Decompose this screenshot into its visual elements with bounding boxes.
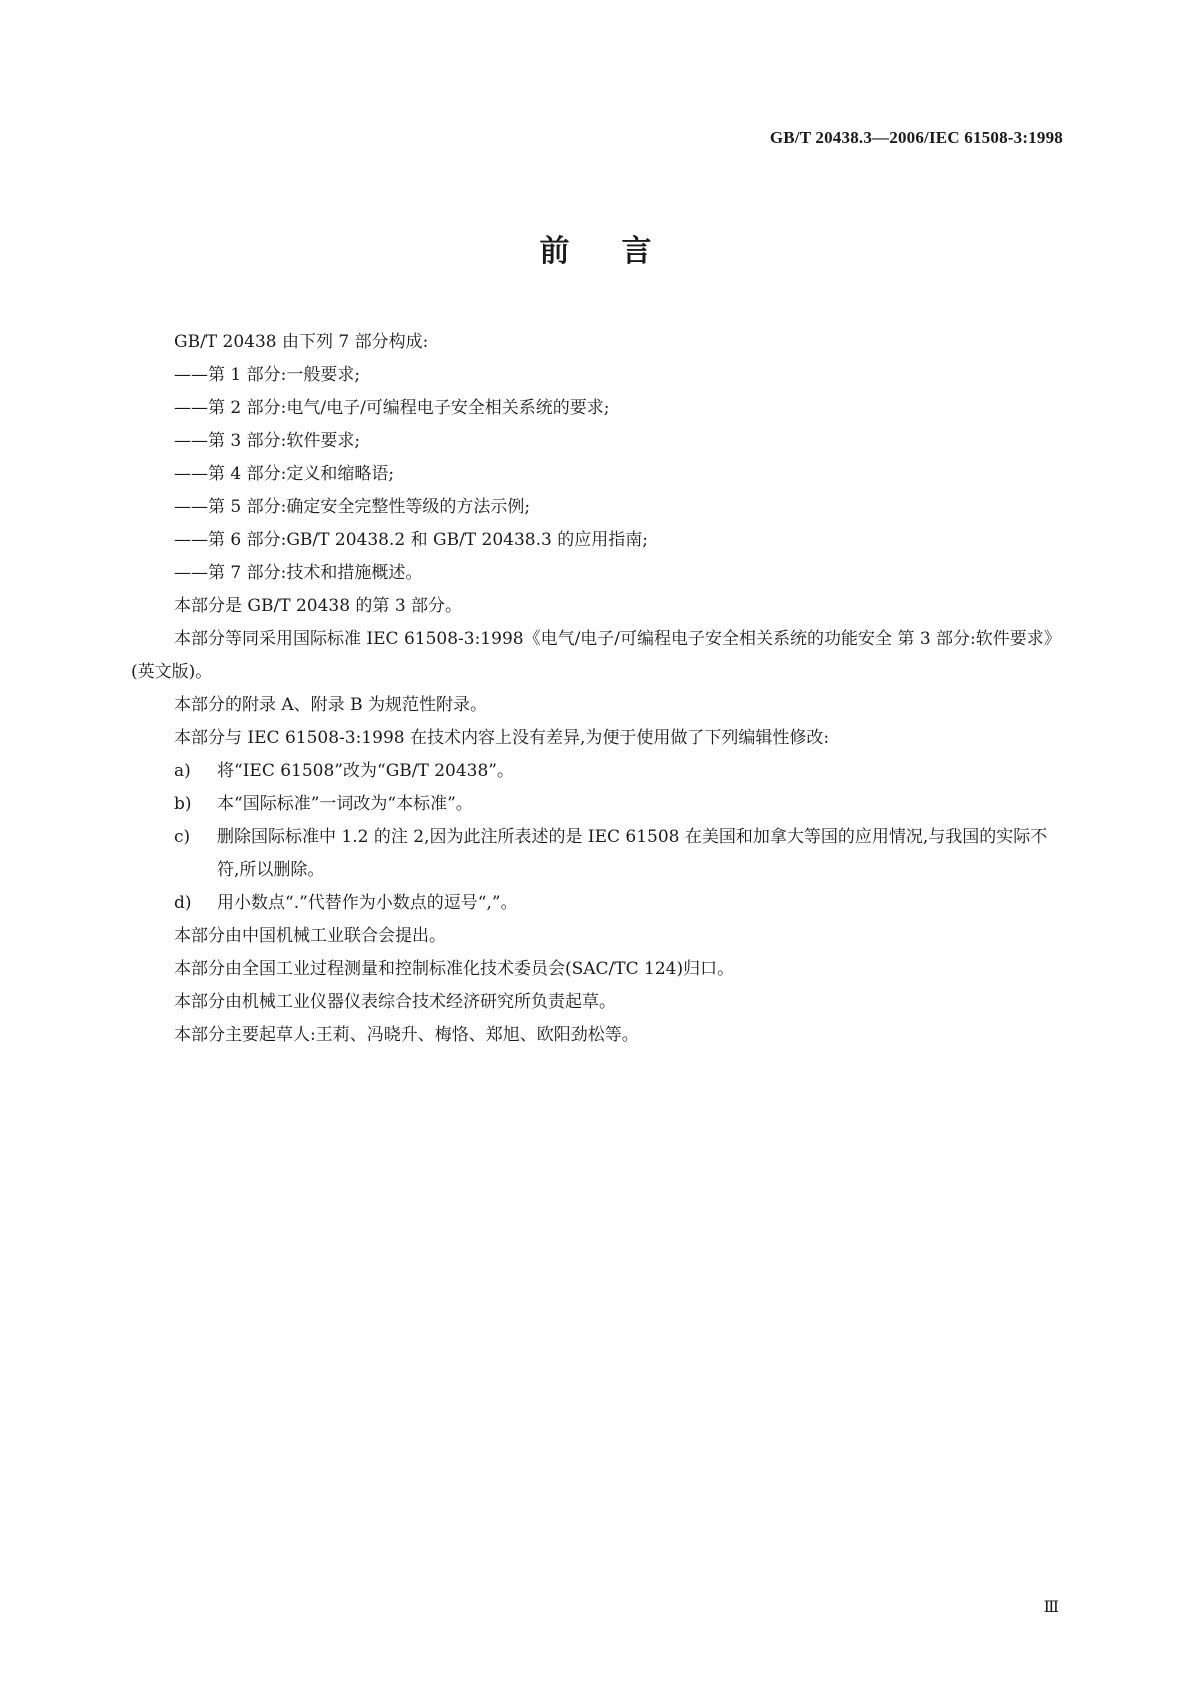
item-text: 用小数点“.”代替作为小数点的逗号“,”。 xyxy=(217,893,518,913)
part-list-item: ——第 3 部分:软件要求; xyxy=(174,431,361,451)
modification-item xyxy=(131,788,1053,821)
adoption-paragraph: 本部分等同采用国际标准 IEC 61508-3:1998《电气/电子/可编程电子安全相关系统的功能安全 第 3 部分:软件要求》(英文版)。 xyxy=(131,629,1053,682)
differences-paragraph: 本部分与 IEC 61508-3:1998 在技术内容上没有差异,为便于使用做了下列编辑性修改: xyxy=(174,728,830,748)
item-marker: b) xyxy=(174,794,192,814)
drafters-paragraph: 本部分主要起草人:王莉、冯晓升、梅恪、郑旭、欧阳劲松等。 xyxy=(174,1025,639,1045)
foreword-body xyxy=(131,326,1053,1052)
part-list-item: ——第 6 部分:GB/T 20438.2 和 GB/T 20438.3 的应用指南; xyxy=(174,530,648,550)
standard-code: GB/T 20438.3—2006/IEC 61508-3:1998 xyxy=(769,128,1063,147)
page-number: Ⅲ xyxy=(1043,1599,1059,1616)
part-list-item: ——第 7 部分:技术和措施概述。 xyxy=(174,563,423,583)
modification-item xyxy=(131,755,1053,788)
part-list-item: ——第 4 部分:定义和缩略语; xyxy=(174,464,395,484)
proposer-paragraph: 本部分由中国机械工业联合会提出。 xyxy=(174,926,446,946)
annexes-paragraph: 本部分的附录 A、附录 B 为规范性附录。 xyxy=(174,695,487,715)
item-text: 本“国际标准”一词改为“本标准”。 xyxy=(217,794,473,814)
item-marker: a) xyxy=(174,761,191,781)
modification-item xyxy=(131,887,1053,920)
part-list-item: ——第 2 部分:电气/电子/可编程电子安全相关系统的要求; xyxy=(174,398,610,418)
item-text: 删除国际标准中 1.2 的注 2,因为此注所表述的是 IEC 61508 在美国和加拿大等国的应用情况,与我国的实际不符,所以删除。 xyxy=(217,827,1048,880)
intro-line: GB/T 20438 由下列 7 部分构成: xyxy=(174,332,429,352)
item-marker: d) xyxy=(174,893,192,913)
this-part-paragraph: 本部分是 GB/T 20438 的第 3 部分。 xyxy=(174,596,463,616)
item-text: 将“IEC 61508”改为“GB/T 20438”。 xyxy=(217,761,515,781)
item-marker: c) xyxy=(174,827,191,847)
modification-item xyxy=(131,821,1053,887)
part-list-item: ——第 1 部分:一般要求; xyxy=(174,365,361,385)
drafting-org-paragraph: 本部分由机械工业仪器仪表综合技术经济研究所负责起草。 xyxy=(174,992,616,1012)
part-list-item: ——第 5 部分:确定安全完整性等级的方法示例; xyxy=(174,497,531,517)
centralized-paragraph: 本部分由全国工业过程测量和控制标准化技术委员会(SAC/TC 124)归口。 xyxy=(174,959,735,979)
page-title: 前言 xyxy=(539,234,704,269)
